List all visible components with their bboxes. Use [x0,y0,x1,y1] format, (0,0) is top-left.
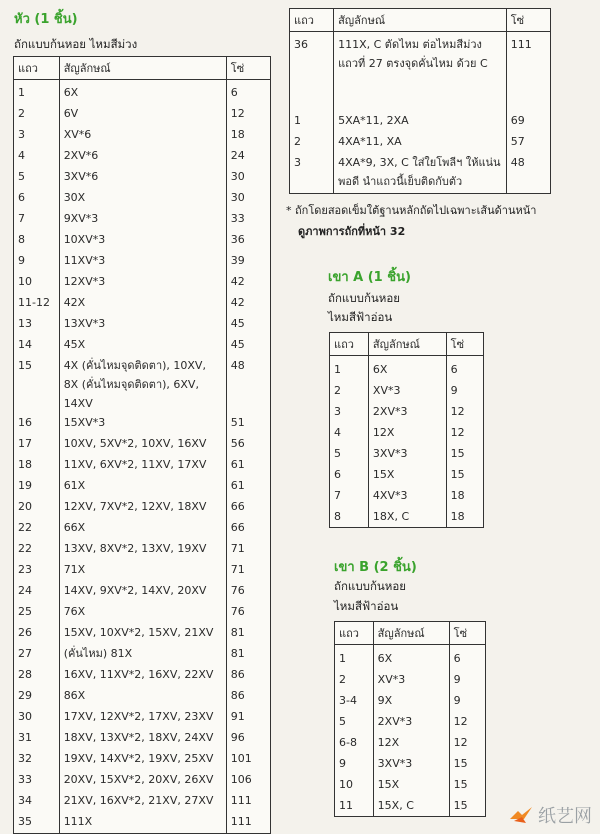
row-symbol: 2XV*3 [368,401,446,422]
row-chain: 111 [506,32,550,112]
row-chain: 96 [226,728,270,749]
table-row [14,728,271,749]
row-symbol: 42X [59,293,226,314]
row-number: 5 [339,715,346,728]
row-number: 7 [334,489,341,502]
table-row [14,539,271,560]
row-symbol: 3XV*3 [368,443,446,464]
row-symbol: XV*6 [59,125,226,146]
row-symbol: 19XV, 14XV*2, 19XV, 25XV [59,749,226,770]
table-row [14,251,271,272]
row-symbol: 45X [59,335,226,356]
row-symbol: 3XV*3 [373,753,449,774]
col-header: โซ่ [226,57,270,80]
row-number: 3-4 [339,694,357,707]
row-chain: 33 [226,209,270,230]
row-symbol: 4X (คั่นไหมจุดติดตา), 10XV, 8X (คั่นไหมจุดติดตา), 6XV, 14XV [59,356,226,413]
row-number: 22 [18,521,32,534]
row-chain: 30 [226,188,270,209]
legA-sub2: ไหมสีฟ้าอ่อน [328,310,393,324]
row-number: 11 [339,799,353,812]
row-chain: 9 [449,690,485,711]
row-number: 36 [294,38,308,51]
row-number: 1 [339,652,346,665]
row-chain: 18 [446,506,483,528]
row-chain: 91 [226,707,270,728]
row-number: 27 [18,647,32,660]
row-number: 20 [18,500,32,513]
table-row [335,690,486,711]
table-row [290,32,551,112]
row-chain: 45 [226,335,270,356]
row-number: 8 [18,233,25,246]
table-row [335,732,486,753]
row-number: 32 [18,752,32,765]
row-symbol: 111X [59,812,226,834]
row-number: 1 [294,114,301,127]
row-symbol: 6V [59,104,226,125]
row-chain: 57 [506,132,550,153]
row-number: 5 [334,447,341,460]
legB-sub1: ถักแบบก้นหอย [334,579,406,593]
row-number: 17 [18,437,32,450]
row-chain: 9 [446,380,483,401]
row-number: 8 [334,510,341,523]
row-symbol: 66X [59,518,226,539]
row-chain: 12 [226,104,270,125]
row-number: 35 [18,815,32,828]
row-chain: 76 [226,581,270,602]
row-symbol: 14XV, 9XV*2, 14XV, 20XV [59,581,226,602]
table-row [330,422,484,443]
row-number: 9 [18,254,25,267]
table-row [14,791,271,812]
legB-sub2: ไหมสีฟ้าอ่อน [334,599,399,613]
row-chain: 48 [506,153,550,194]
table-row [14,560,271,581]
row-symbol: 9X [373,690,449,711]
row-chain: 12 [449,711,485,732]
table-row [14,518,271,539]
row-chain: 15 [449,774,485,795]
note-line-2: ดูภาพการถักที่หน้า 32 [298,225,406,238]
row-chain: 86 [226,665,270,686]
row-number: 23 [18,563,32,576]
row-symbol: 6X [368,356,446,381]
row-number: 1 [18,86,25,99]
row-chain: 111 [226,812,270,834]
row-chain: 15 [449,753,485,774]
table-row [330,380,484,401]
row-chain: 18 [226,125,270,146]
table-row [335,711,486,732]
row-number: 10 [339,778,353,791]
legA-table [329,332,484,528]
table-row [14,581,271,602]
row-number: 3 [294,156,301,169]
watermark-text: 纸艺网 [538,806,592,827]
row-symbol: 15XV*3 [59,413,226,434]
table-row [330,464,484,485]
table-row [14,623,271,644]
row-chain: 51 [226,413,270,434]
row-chain: 6 [226,80,270,105]
row-symbol: 10XV*3 [59,230,226,251]
row-number: 18 [18,458,32,471]
row-chain: 18 [446,485,483,506]
legB-table [334,621,486,817]
row-symbol: 4XA*9, 3X, C ใส่ใยโพลีฯ ให้แน่นพอดี นำแถวนี้เย็บติดกับตัว [334,153,507,194]
legB-title: เขา B (2 ชิ้น) [334,560,417,575]
table-row [330,356,484,381]
row-chain: 42 [226,293,270,314]
row-symbol: 6X [373,645,449,670]
row-symbol: 18XV, 13XV*2, 18XV, 24XV [59,728,226,749]
row-number: 6 [18,191,25,204]
row-number: 29 [18,689,32,702]
row-chain: 39 [226,251,270,272]
table-row [14,188,271,209]
row-symbol: 5XA*11, 2XA [334,111,507,132]
row-chain: 6 [449,645,485,670]
col-header: โซ่ [506,9,550,32]
row-number: 3 [334,405,341,418]
row-chain: 81 [226,623,270,644]
row-chain: 86 [226,686,270,707]
row-chain: 36 [226,230,270,251]
row-chain: 71 [226,539,270,560]
table-row [14,812,271,834]
row-number: 2 [18,107,25,120]
row-symbol: 4XA*11, XA [334,132,507,153]
table-row [14,335,271,356]
watermark [508,802,592,828]
table-row [14,80,271,105]
table-row [14,230,271,251]
row-number: 6 [334,468,341,481]
row-symbol: 21XV, 16XV*2, 21XV, 27XV [59,791,226,812]
row-chain: 71 [226,560,270,581]
row-number: 25 [18,605,32,618]
row-number: 14 [18,338,32,351]
row-number: 16 [18,416,32,429]
row-number: 24 [18,584,32,597]
row-symbol: 12X [368,422,446,443]
row-symbol: 76X [59,602,226,623]
table-row [290,153,551,194]
row-symbol: 15X, C [373,795,449,817]
row-number: 19 [18,479,32,492]
row-number: 7 [18,212,25,225]
head-table [13,56,271,834]
table-row [14,476,271,497]
row-number: 2 [294,135,301,148]
head-subtitle: ถักแบบก้นหอย ไหมสีม่วง [14,37,138,51]
col-header: แถว [335,622,374,645]
row-number: 5 [18,170,25,183]
table-row [14,293,271,314]
table-row [335,753,486,774]
row-symbol: 4XV*3 [368,485,446,506]
table-row [14,104,271,125]
row-chain: 101 [226,749,270,770]
row-chain: 66 [226,497,270,518]
row-chain: 61 [226,455,270,476]
table-row [14,770,271,791]
row-chain: 69 [506,111,550,132]
row-number: 1 [334,363,341,376]
table-row [14,455,271,476]
table-row [335,645,486,670]
table-row [14,602,271,623]
table-row [290,132,551,153]
row-number: 11-12 [18,296,50,309]
col-header: สัญลักษณ์ [368,333,446,356]
table-row [14,167,271,188]
table-row [14,413,271,434]
row-number: 33 [18,773,32,786]
row-chain: 106 [226,770,270,791]
table-row [14,497,271,518]
row-chain: 24 [226,146,270,167]
row-chain: 15 [449,795,485,817]
table-row [14,146,271,167]
row-chain: 111 [226,791,270,812]
row-number: 30 [18,710,32,723]
table-row [14,707,271,728]
row-symbol: 111X, C ตัดไหม ต่อไหมสีม่วงแถวที่ 27 ตรงจุดคั่นไหม ด้วย C [334,32,507,112]
table-row [330,506,484,528]
row-chain: 9 [449,669,485,690]
row-chain: 30 [226,167,270,188]
row-symbol: 6X [59,80,226,105]
row-number: 2 [339,673,346,686]
row-symbol: 18X, C [368,506,446,528]
table-row [14,665,271,686]
row-number: 34 [18,794,32,807]
col-header: แถว [14,57,60,80]
row-symbol: 16XV, 11XV*2, 16XV, 22XV [59,665,226,686]
table-row [290,111,551,132]
row-chain: 12 [446,401,483,422]
col-header: สัญลักษณ์ [59,57,226,80]
row-symbol: 15XV, 10XV*2, 15XV, 21XV [59,623,226,644]
row-number: 31 [18,731,32,744]
row-symbol: 86X [59,686,226,707]
row-number: 4 [334,426,341,439]
row-chain: 12 [449,732,485,753]
row-chain: 81 [226,644,270,665]
row-number: 3 [18,128,25,141]
row-number: 22 [18,542,32,555]
row-number: 26 [18,626,32,639]
row-symbol: 15X [368,464,446,485]
table-row [14,644,271,665]
row-number: 10 [18,275,32,288]
row-symbol: 20XV, 15XV*2, 20XV, 26XV [59,770,226,791]
row-symbol: 12X [373,732,449,753]
table-row [14,749,271,770]
row-symbol: XV*3 [373,669,449,690]
row-symbol: 9XV*3 [59,209,226,230]
row-number: 15 [18,359,32,372]
table-row [335,774,486,795]
row-symbol: 11XV*3 [59,251,226,272]
row-number: 6-8 [339,736,357,749]
row-symbol: (คั่นไหม) 81X [59,644,226,665]
col-header: สัญลักษณ์ [334,9,507,32]
row-chain: 42 [226,272,270,293]
row-chain: 56 [226,434,270,455]
row-symbol: 10XV, 5XV*2, 10XV, 16XV [59,434,226,455]
table-row [14,125,271,146]
row-number: 4 [18,149,25,162]
row-symbol: 3XV*6 [59,167,226,188]
row-symbol: 30X [59,188,226,209]
table-row [330,401,484,422]
table-row [330,485,484,506]
col-header: แถว [330,333,369,356]
table-row [14,209,271,230]
row-chain: 15 [446,443,483,464]
row-symbol: 61X [59,476,226,497]
table-row [14,434,271,455]
row-symbol: 11XV, 6XV*2, 11XV, 17XV [59,455,226,476]
row-symbol: 71X [59,560,226,581]
row-chain: 45 [226,314,270,335]
head-title: หัว (1 ชิ้น) [14,12,78,27]
table-row [335,795,486,817]
table-row [14,356,271,413]
row-chain: 6 [446,356,483,381]
row-chain: 48 [226,356,270,413]
table-row [335,669,486,690]
row-symbol: 13XV, 8XV*2, 13XV, 19XV [59,539,226,560]
note-line-1: * ถักโดยสอดเข็มใต้ฐานหลักถัดไปเฉพาะเส้นด้านหน้า [286,204,537,217]
col-header: โซ่ [449,622,485,645]
table-row [14,314,271,335]
row-number: 2 [334,384,341,397]
row-chain: 15 [446,464,483,485]
bird-logo-icon [508,805,534,825]
table-row [330,443,484,464]
continuation-table [289,8,551,194]
col-header: สัญลักษณ์ [373,622,449,645]
row-symbol: 2XV*3 [373,711,449,732]
row-symbol: 12XV*3 [59,272,226,293]
row-number: 28 [18,668,32,681]
row-symbol: 13XV*3 [59,314,226,335]
row-symbol: XV*3 [368,380,446,401]
row-chain: 61 [226,476,270,497]
row-symbol: 12XV, 7XV*2, 12XV, 18XV [59,497,226,518]
legA-sub1: ถักแบบก้นหอย [328,291,400,305]
row-chain: 66 [226,518,270,539]
row-chain: 12 [446,422,483,443]
stitch-note [286,200,586,242]
table-row [14,686,271,707]
row-symbol: 2XV*6 [59,146,226,167]
table-row [14,272,271,293]
row-symbol: 15X [373,774,449,795]
row-chain: 76 [226,602,270,623]
row-symbol: 17XV, 12XV*2, 17XV, 23XV [59,707,226,728]
legA-title: เขา A (1 ชิ้น) [328,270,411,285]
col-header: โซ่ [446,333,483,356]
col-header: แถว [290,9,334,32]
row-number: 9 [339,757,346,770]
row-number: 13 [18,317,32,330]
